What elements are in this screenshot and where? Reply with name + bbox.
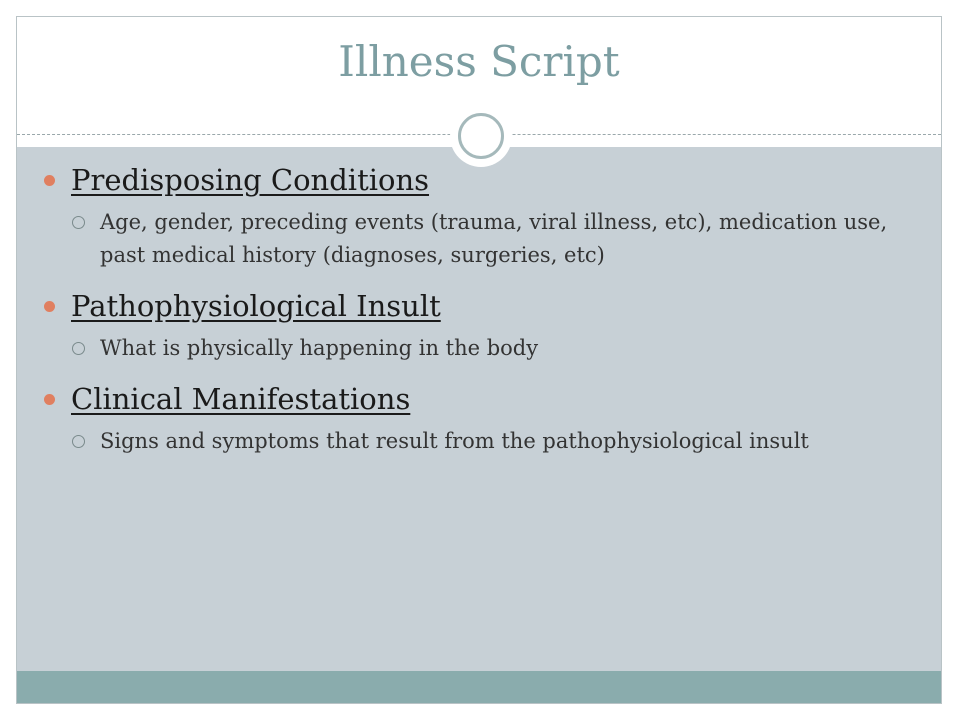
item-heading: Predisposing Conditions	[71, 163, 430, 197]
item-detail: Age, gender, preceding events (trauma, viral illness, etc), medication use, past medical history (diagnoses, surgeries, etc)	[100, 210, 888, 267]
slide-title: Illness Script	[338, 37, 620, 86]
sub-bullet-icon	[72, 435, 85, 448]
list-item	[44, 286, 904, 365]
sub-bullet-icon	[72, 216, 85, 229]
list-item	[44, 379, 904, 458]
item-detail: Signs and symptoms that result from the pathophysiological insult	[100, 429, 809, 453]
sub-bullet-icon	[72, 342, 85, 355]
footer-bar	[17, 671, 941, 704]
item-heading: Pathophysiological Insult	[71, 289, 441, 323]
bullet-dot-icon	[44, 175, 55, 186]
bullet-list	[44, 160, 904, 458]
circle-ornament-icon	[450, 105, 512, 167]
bullet-dot-icon	[44, 301, 55, 312]
item-heading: Clinical Manifestations	[71, 382, 411, 416]
list-item	[44, 160, 904, 272]
bullet-dot-icon	[44, 394, 55, 405]
item-detail: What is physically happening in the body	[100, 336, 539, 360]
